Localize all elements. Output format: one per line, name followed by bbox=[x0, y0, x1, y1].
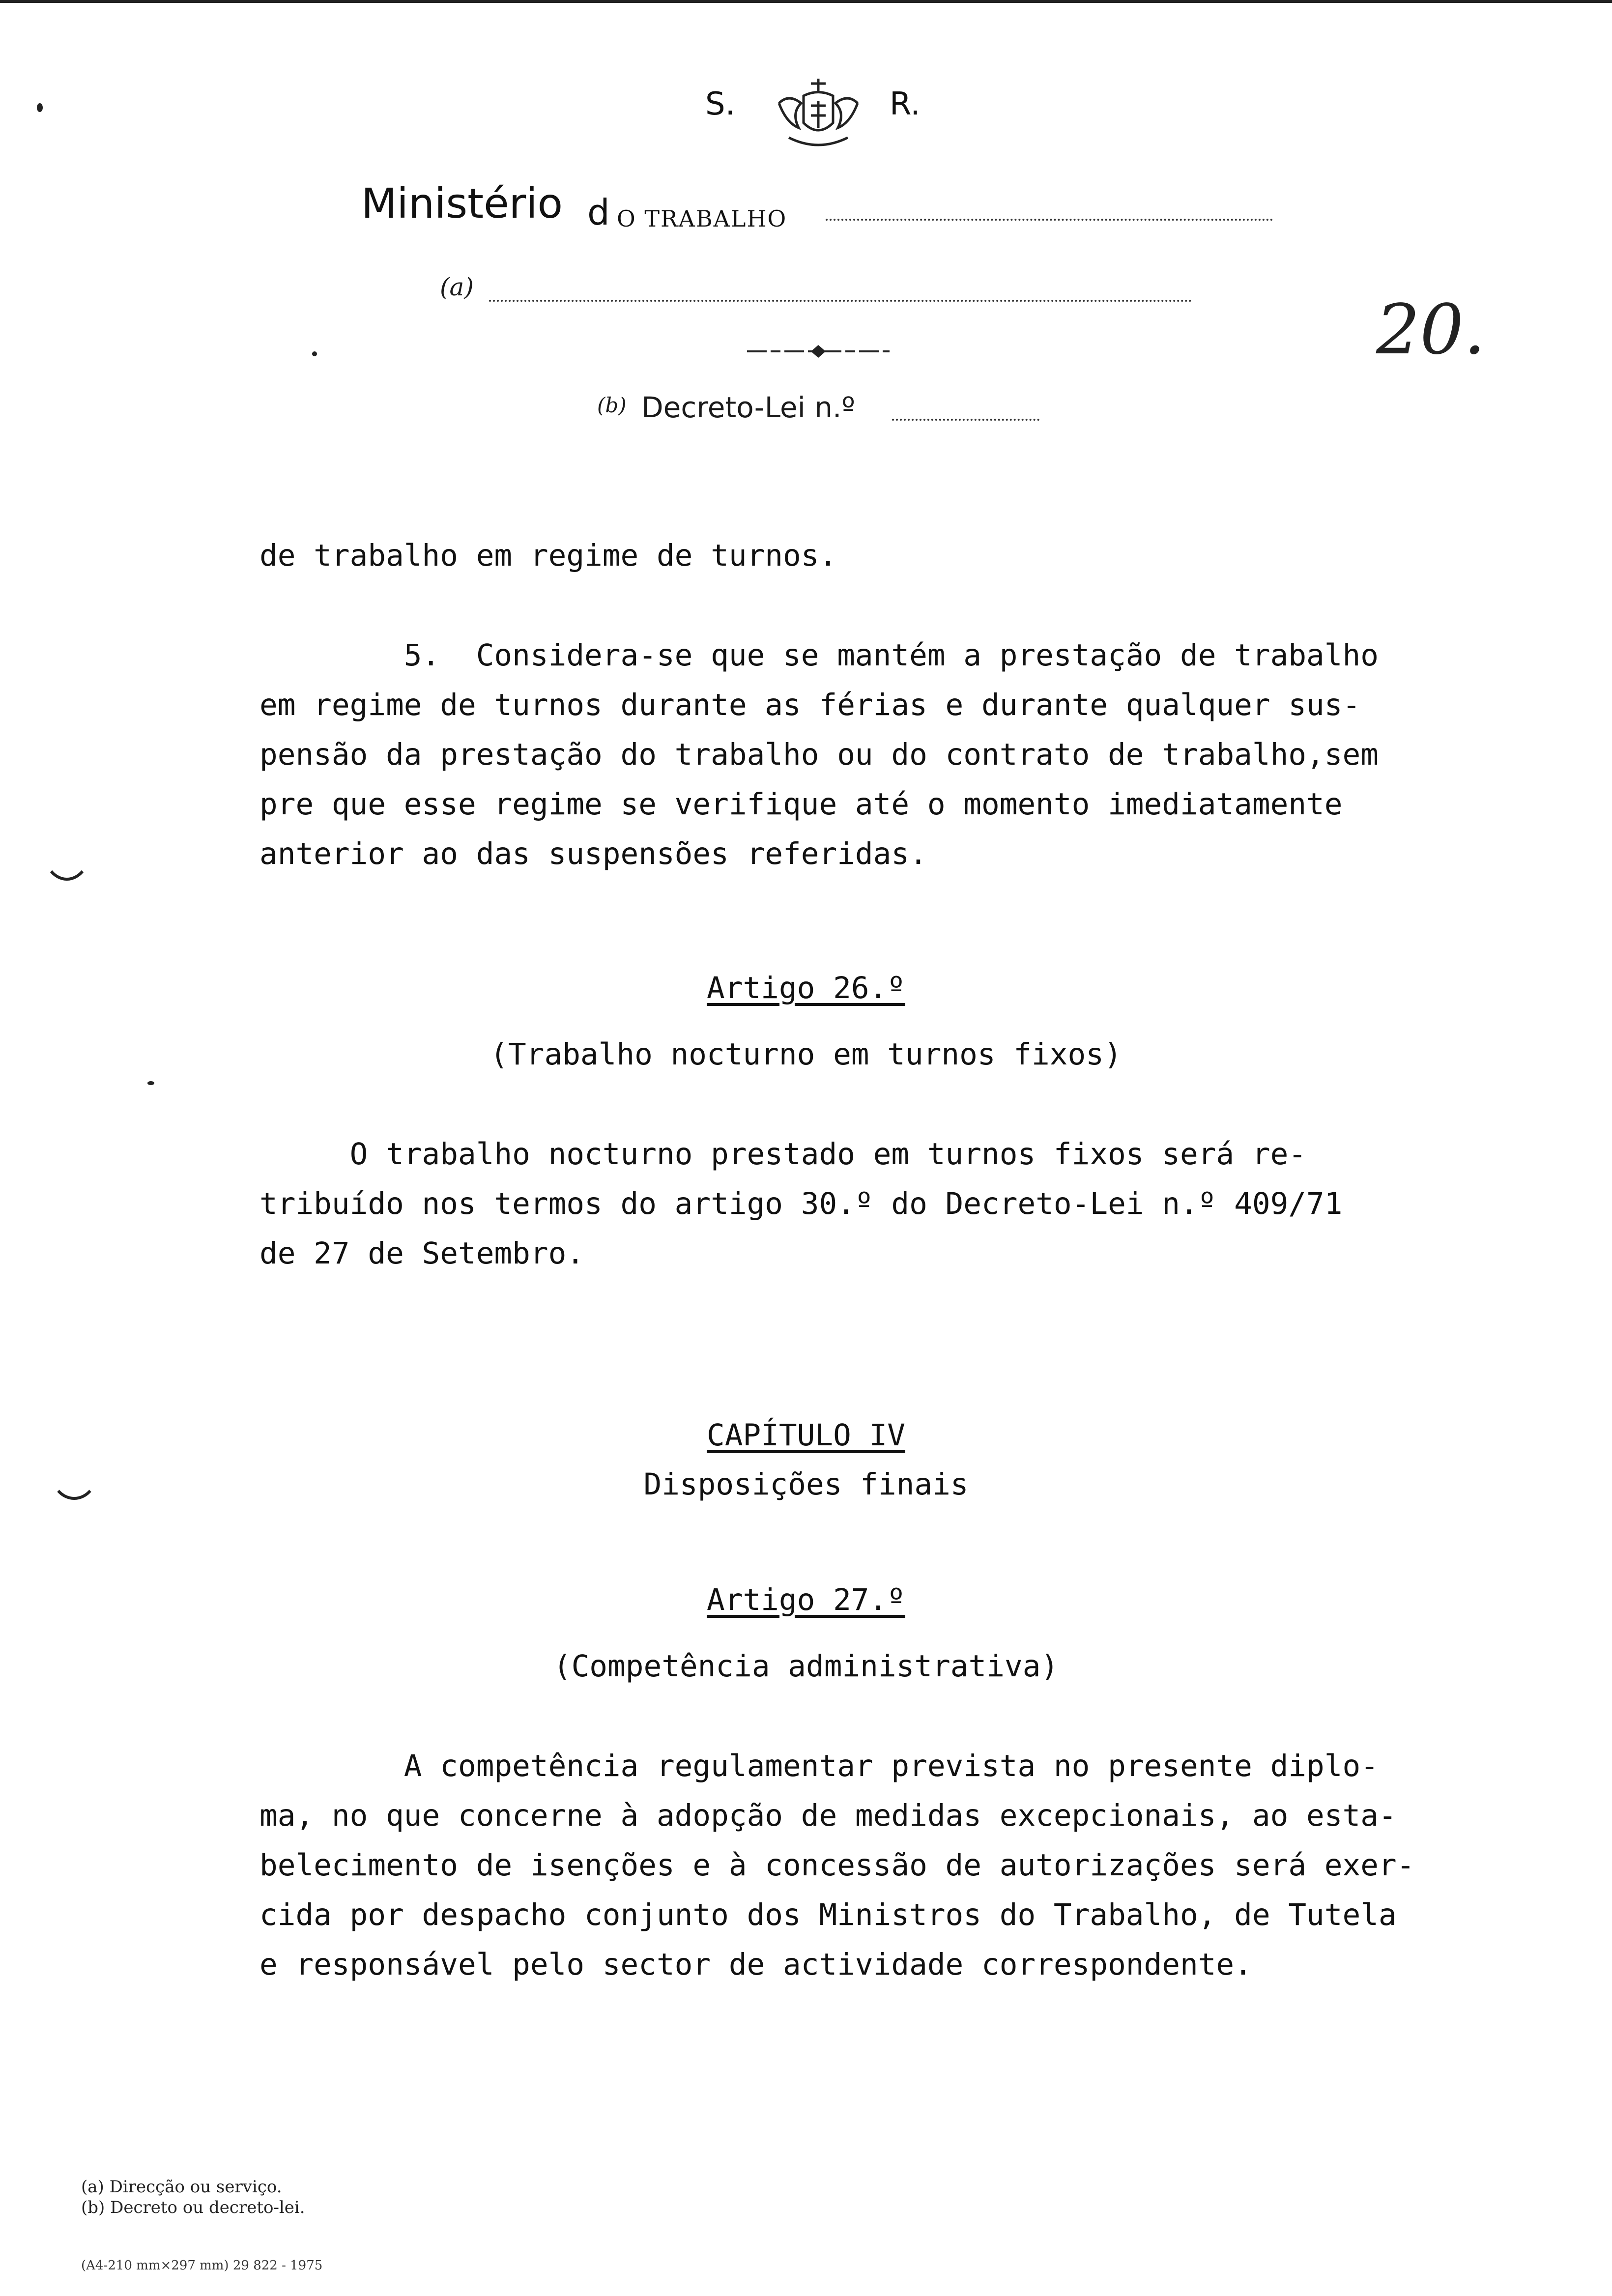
article-27-line: belecimento de isenções e à concessão de autorizações será exer- bbox=[259, 1848, 1415, 1883]
scan-hole-mark bbox=[42, 816, 92, 881]
article-27-body bbox=[259, 1741, 1414, 1989]
article-27-subtitle: (Competência administrativa) bbox=[553, 1649, 1059, 1684]
chapter-subtitle: Disposições finais bbox=[643, 1467, 969, 1502]
field-b-label: (b) bbox=[597, 393, 627, 417]
header-s: S. bbox=[705, 86, 735, 122]
field-a-dotted-line bbox=[489, 300, 1192, 302]
decreto-lei-dotted-line bbox=[892, 419, 1039, 421]
article-26-title: Artigo 26.º bbox=[707, 971, 905, 1005]
article-27-line: e responsável pelo sector de actividade correspondente. bbox=[259, 1947, 1252, 1982]
footnote-b: (b) Decreto ou decreto-lei. bbox=[81, 2198, 305, 2217]
ministerio-title: Ministério bbox=[361, 179, 563, 228]
handwritten-page-number: 20. bbox=[1376, 290, 1486, 370]
paragraph-5-line: pensão da prestação do trabalho ou do contrato de trabalho,sem bbox=[259, 737, 1379, 772]
paragraph-5 bbox=[259, 631, 1379, 879]
article-27-line: A competência regulamentar prevista no presente diplo- bbox=[259, 1749, 1379, 1783]
scan-speck bbox=[147, 1081, 154, 1085]
article-27-line: cida por despacho conjunto dos Ministros do Trabalho, de Tutela bbox=[259, 1897, 1397, 1932]
article-26-subtitle: (Trabalho nocturno em turnos fixos) bbox=[490, 1037, 1122, 1072]
article-26-line: de 27 de Setembro. bbox=[259, 1236, 585, 1271]
scan-hole-mark bbox=[49, 1440, 99, 1500]
decreto-lei-label: Decreto-Lei n.º bbox=[641, 391, 855, 424]
top-border-line bbox=[0, 0, 1612, 3]
article-26-line: tribuído nos termos do artigo 30.º do Decreto-Lei n.º 409/71 bbox=[259, 1186, 1343, 1221]
paragraph-5-line: pre que esse regime se verifique até o momento imediatamente bbox=[259, 787, 1343, 822]
article-26-heading bbox=[0, 963, 1612, 1013]
article-27-line: ma, no que concerne à adopção de medidas excepcionais, ao esta- bbox=[259, 1798, 1397, 1833]
chapter-heading bbox=[0, 1410, 1612, 1460]
chapter-title: CAPÍTULO IV bbox=[707, 1418, 905, 1453]
header-r: R. bbox=[890, 86, 921, 122]
article-26-body bbox=[259, 1129, 1343, 1278]
article-27-heading bbox=[0, 1575, 1612, 1625]
divider-ornament-icon bbox=[747, 344, 890, 359]
ministerio-value: O TRABALHO bbox=[617, 205, 787, 232]
article-26-line: O trabalho nocturno prestado em turnos fixos será re- bbox=[259, 1137, 1307, 1172]
paragraph-5-line: em regime de turnos durante as férias e durante qualquer sus- bbox=[259, 688, 1361, 722]
paper-format-note: (A4-210 mm×297 mm) 29 822 - 1975 bbox=[81, 2258, 323, 2273]
field-a-label: (a) bbox=[440, 273, 474, 301]
article-27-title: Artigo 27.º bbox=[707, 1582, 905, 1617]
paragraph-5-line: 5. Considera-se que se mantém a prestação de trabalho bbox=[259, 638, 1379, 673]
scan-speck bbox=[37, 103, 43, 112]
coat-of-arms-icon bbox=[769, 74, 867, 157]
footnote-a: (a) Direcção ou serviço. bbox=[81, 2177, 282, 2197]
ministerio-dotted-line bbox=[826, 219, 1273, 221]
ministerio-do: d bbox=[587, 192, 610, 233]
scan-speck bbox=[312, 351, 317, 356]
paragraph-5-line: anterior ao das suspensões referidas. bbox=[259, 836, 927, 871]
intro-line: de trabalho em regime de turnos. bbox=[259, 538, 837, 573]
